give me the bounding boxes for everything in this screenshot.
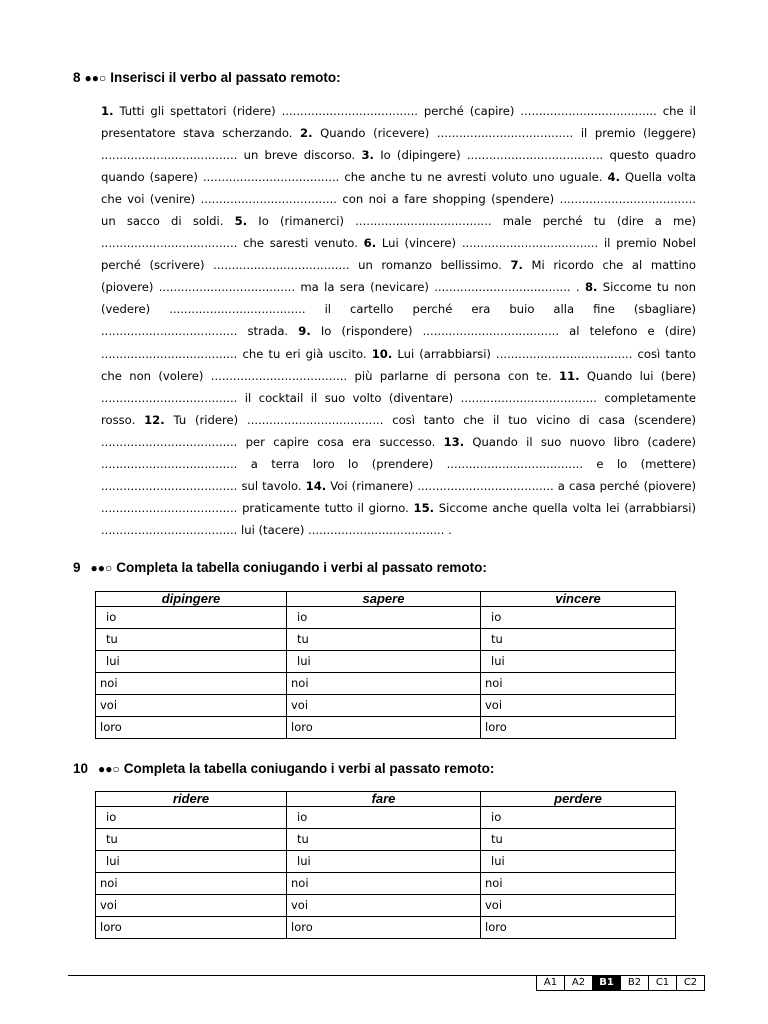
pronoun-cell[interactable]: noi [287, 873, 481, 895]
item-number: 2. [300, 126, 313, 141]
verb-column-header: dipingere [96, 592, 287, 607]
exercise-9-table [95, 591, 676, 739]
level-box-b2: B2 [620, 975, 649, 991]
exercise-9-heading [73, 560, 487, 575]
item-number: 6. [363, 236, 377, 251]
pronoun-cell[interactable]: noi [481, 673, 676, 695]
item-text: Mi ricordo che al mattino (piovere) ..................................... ma la sera (nevicare) ..................................... . [101, 258, 696, 295]
table-row [96, 851, 676, 873]
level-box-a2: A2 [564, 975, 593, 991]
exercise-number: 8 [73, 70, 81, 85]
exercise-8-text [101, 100, 696, 541]
table-header-row [96, 592, 676, 607]
pronoun-cell[interactable]: io [481, 807, 676, 829]
item-text: Tu (ridere) ..................................... così tanto che il tuo vicino di casa (scendere) ..................................... per capire cosa era successo. [101, 412, 696, 449]
verb-column-header: fare [287, 792, 481, 807]
pronoun-cell[interactable]: lui [96, 651, 287, 673]
verb-column-header: perdere [481, 792, 676, 807]
level-box-c1: C1 [648, 975, 677, 991]
table-row [96, 807, 676, 829]
table-header-row [96, 792, 676, 807]
table-row [96, 717, 676, 739]
item-number: 14. [305, 478, 327, 493]
item-text: Lui (vincere) ..................................... il premio Nobel perché (scrivere) ..................................... un romanzo bellissimo. [101, 236, 696, 273]
pronoun-cell[interactable]: loro [481, 717, 676, 739]
pronoun-cell[interactable]: lui [287, 851, 481, 873]
exercise-number: 10 [73, 761, 89, 776]
item-text: Tutti gli spettatori (ridere) ..................................... perché (capire) ..................................... che il presentatore stava scherzando. [101, 104, 696, 141]
pronoun-cell[interactable]: io [287, 807, 481, 829]
table-row [96, 651, 676, 673]
pronoun-cell[interactable]: tu [481, 629, 676, 651]
item-text: Siccome tu non (vedere) ..................................... il cartello perché era buio alla fine (sbagliare) ..................................... strada. [101, 280, 696, 339]
table-row [96, 873, 676, 895]
exercise-title: Completa la tabella coniugando i verbi al passato remoto: [123, 761, 495, 776]
pronoun-cell[interactable]: voi [481, 695, 676, 717]
item-text: Voi (rimanere) ..................................... a casa perché (piovere) ..................................... praticamente tutto il giorno. [101, 478, 696, 515]
item-number: 4. [607, 170, 620, 185]
table-row [96, 829, 676, 851]
pronoun-cell[interactable]: loro [287, 717, 481, 739]
difficulty-dots-icon: ●●○ [90, 561, 113, 575]
exercise-10-table [95, 791, 676, 939]
item-number: 12. [144, 412, 165, 427]
pronoun-cell[interactable]: voi [96, 695, 287, 717]
item-number: 15. [413, 500, 435, 515]
level-box-b1: B1 [592, 975, 621, 991]
exercise-title: Completa la tabella coniugando i verbi al passato remoto: [116, 560, 487, 575]
pronoun-cell[interactable]: tu [287, 629, 481, 651]
table-row [96, 917, 676, 939]
item-text: Io (rispondere) ..................................... al telefono e (dire) ..................................... che tu eri già uscito. [101, 324, 696, 361]
pronoun-cell[interactable]: io [96, 807, 287, 829]
pronoun-cell[interactable]: noi [287, 673, 481, 695]
item-number: 10. [371, 346, 393, 361]
table-row [96, 673, 676, 695]
item-number: 1. [101, 104, 114, 118]
pronoun-cell[interactable]: loro [96, 717, 287, 739]
cefr-level-indicator [537, 975, 705, 991]
exercise-title: Inserisci il verbo al passato remoto: [110, 70, 341, 85]
table-row [96, 895, 676, 917]
difficulty-dots-icon: ●●○ [84, 71, 107, 85]
pronoun-cell[interactable]: tu [96, 829, 287, 851]
pronoun-cell[interactable]: voi [287, 695, 481, 717]
pronoun-cell[interactable]: loro [481, 917, 676, 939]
exercise-10-heading [73, 761, 494, 776]
difficulty-dots-icon: ●●○ [98, 762, 120, 776]
pronoun-cell[interactable]: loro [96, 917, 287, 939]
item-text: Quando lui (bere) ..................................... il cocktail il suo volto (diventare) ..................................... completamente rosso. [101, 368, 696, 427]
level-box-c2: C2 [676, 975, 705, 991]
item-text: Io (rimanerci) ..................................... male perché tu (dire a me) ..................................... che saresti venuto. [101, 214, 697, 251]
pronoun-cell[interactable]: tu [481, 829, 676, 851]
pronoun-cell[interactable]: io [481, 607, 676, 629]
pronoun-cell[interactable]: loro [287, 917, 481, 939]
item-text: Lui (arrabbiarsi) ..................................... così tanto che non (volere) ..................................... più parlarne di persona con te. [101, 346, 696, 383]
pronoun-cell[interactable]: noi [96, 873, 287, 895]
exercise-8-heading [73, 70, 341, 85]
pronoun-cell[interactable]: lui [481, 651, 676, 673]
item-number: 8. [584, 280, 598, 295]
item-number: 13. [443, 434, 465, 449]
pronoun-cell[interactable]: tu [287, 829, 481, 851]
pronoun-cell[interactable]: voi [96, 895, 287, 917]
item-number: 11. [558, 368, 580, 383]
pronoun-cell[interactable]: io [96, 607, 287, 629]
pronoun-cell[interactable]: voi [287, 895, 481, 917]
item-number: 5. [234, 214, 248, 229]
item-text: Io (dipingere) ..................................... questo quadro quando (sapere) ..................................... che anche tu ne avresti voluto uno uguale. [101, 148, 696, 185]
item-text: Siccome anche quella volta lei (arrabbiarsi) ..................................... lui (tacere) ..................................... . [101, 500, 696, 537]
table-row [96, 695, 676, 717]
level-box-a1: A1 [536, 975, 565, 991]
pronoun-cell[interactable]: lui [96, 851, 287, 873]
exercise-number: 9 [73, 560, 81, 575]
pronoun-cell[interactable]: voi [481, 895, 676, 917]
item-number: 3. [361, 148, 374, 163]
pronoun-cell[interactable]: noi [96, 673, 287, 695]
verb-column-header: sapere [287, 592, 481, 607]
table-row [96, 607, 676, 629]
pronoun-cell[interactable]: lui [287, 651, 481, 673]
pronoun-cell[interactable]: noi [481, 873, 676, 895]
item-text: Quando (ricevere) ..................................... il premio (leggere) ..................................... un breve discorso. [101, 126, 696, 163]
item-text: Quella volta che voi (venire) ..................................... con noi a fare shopping (spendere) ..................................... un sacco di soldi. [101, 170, 696, 229]
pronoun-cell[interactable]: tu [96, 629, 287, 651]
item-text: Quando il suo nuovo libro (cadere) ..................................... a terra loro lo (prendere) ..................................... e lo (mettere) ..................................... sul tavolo. [101, 434, 696, 493]
item-number: 9. [298, 324, 311, 339]
verb-column-header: vincere [481, 592, 676, 607]
verb-column-header: ridere [96, 792, 287, 807]
item-number: 7. [510, 258, 523, 273]
table-row [96, 629, 676, 651]
pronoun-cell[interactable]: io [287, 607, 481, 629]
pronoun-cell[interactable]: lui [481, 851, 676, 873]
